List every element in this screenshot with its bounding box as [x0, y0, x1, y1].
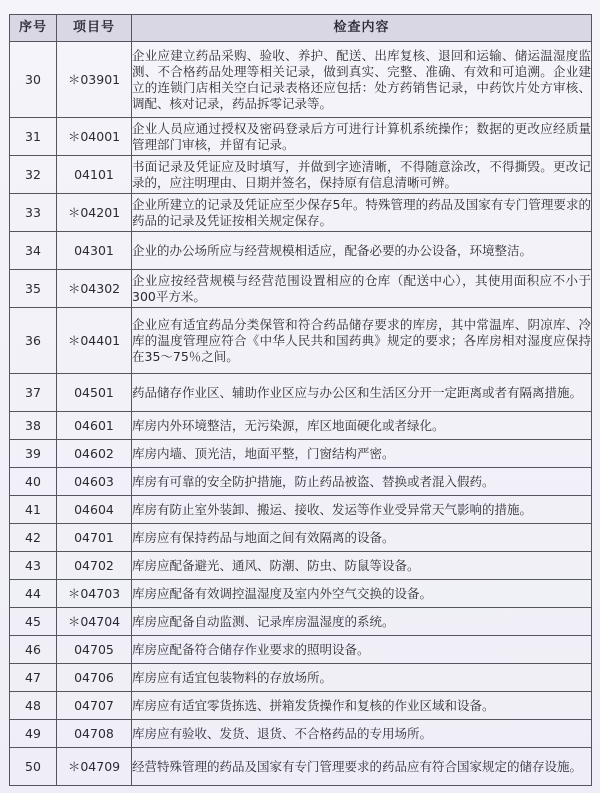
row-serial-number: 38: [10, 412, 57, 440]
row-inspection-content: 库房应配备有效调控温湿度及室内外空气交换的设备。: [132, 580, 592, 608]
row-item-code: 04601: [57, 412, 132, 440]
row-item-code: 04301: [57, 232, 132, 270]
table-header-row: [10, 15, 592, 42]
table-row: [10, 552, 592, 580]
row-item-code: ＊04709: [57, 748, 132, 786]
row-serial-number: 45: [10, 608, 57, 636]
row-serial-number: 30: [10, 42, 57, 118]
row-serial-number: 49: [10, 720, 57, 748]
table-row: [10, 194, 592, 232]
row-item-code: 04602: [57, 440, 132, 468]
inspection-table: [9, 14, 592, 786]
table-row: [10, 232, 592, 270]
row-serial-number: 36: [10, 308, 57, 374]
row-item-code: 04604: [57, 496, 132, 524]
row-serial-number: 43: [10, 552, 57, 580]
row-inspection-content: 库房应配备自动监测、记录库房温湿度的系统。: [132, 608, 592, 636]
row-serial-number: 44: [10, 580, 57, 608]
table-row: [10, 692, 592, 720]
row-inspection-content: 库房应有适宜包装物料的存放场所。: [132, 664, 592, 692]
row-item-code: ＊04703: [57, 580, 132, 608]
table-row: [10, 524, 592, 552]
table-row: [10, 748, 592, 786]
header-serial-number: 序号: [10, 15, 57, 42]
row-serial-number: 32: [10, 156, 57, 194]
table-row: [10, 496, 592, 524]
table-row: [10, 42, 592, 118]
row-inspection-content: 库房应有保持药品与地面之间有效隔离的设备。: [132, 524, 592, 552]
table-row: [10, 580, 592, 608]
table-row: [10, 118, 592, 156]
row-inspection-content: 企业人员应通过授权及密码登录后方可进行计算机系统操作；数据的更改应经质量管理部门审核，并留有记录。: [132, 118, 592, 156]
row-serial-number: 47: [10, 664, 57, 692]
row-inspection-content: 库房有防止室外装卸、搬运、接收、发运等作业受异常天气影响的措施。: [132, 496, 592, 524]
row-inspection-content: 库房有可靠的安全防护措施，防止药品被盗、替换或者混入假药。: [132, 468, 592, 496]
row-inspection-content: 库房应有验收、发货、退货、不合格药品的专用场所。: [132, 720, 592, 748]
table-row: [10, 374, 592, 412]
row-inspection-content: 库房应配备避光、通风、防潮、防虫、防鼠等设备。: [132, 552, 592, 580]
row-serial-number: 34: [10, 232, 57, 270]
row-inspection-content: 企业的办公场所应与经营规模相适应，配备必要的办公设备，环境整洁。: [132, 232, 592, 270]
row-serial-number: 33: [10, 194, 57, 232]
row-serial-number: 35: [10, 270, 57, 308]
row-inspection-content: 书面记录及凭证应及时填写，并做到字迹清晰，不得随意涂改，不得撕毁。更改记录的，应注明理由、日期并签名，保持原有信息清晰可辨。: [132, 156, 592, 194]
row-item-code: 04501: [57, 374, 132, 412]
table-row: [10, 308, 592, 374]
row-item-code: 04708: [57, 720, 132, 748]
table-row: [10, 412, 592, 440]
row-serial-number: 41: [10, 496, 57, 524]
row-inspection-content: 库房内外环境整洁，无污染源，库区地面硬化或者绿化。: [132, 412, 592, 440]
row-item-code: 04702: [57, 552, 132, 580]
row-serial-number: 39: [10, 440, 57, 468]
row-item-code: 04701: [57, 524, 132, 552]
row-serial-number: 40: [10, 468, 57, 496]
row-inspection-content: 企业所建立的记录及凭证应至少保存5年。特殊管理的药品及国家有专门管理要求的药品的记录及凭证按相关规定保存。: [132, 194, 592, 232]
row-inspection-content: 经营特殊管理的药品及国家有专门管理要求的药品应有符合国家规定的储存设施。: [132, 748, 592, 786]
row-item-code: ＊04302: [57, 270, 132, 308]
row-serial-number: 48: [10, 692, 57, 720]
table-row: [10, 636, 592, 664]
table-row: [10, 664, 592, 692]
row-item-code: 04707: [57, 692, 132, 720]
row-item-code: ＊03901: [57, 42, 132, 118]
row-item-code: ＊04201: [57, 194, 132, 232]
row-inspection-content: 库房内墙、顶光洁，地面平整，门窗结构严密。: [132, 440, 592, 468]
row-inspection-content: 库房应配备符合储存作业要求的照明设备。: [132, 636, 592, 664]
row-inspection-content: 企业应有适宜药品分类保管和符合药品储存要求的库房，其中常温库、阴凉库、冷库的温度管理应符合《中华人民共和国药典》规定的要求；各库房相对湿度应保持在35～75％之间。: [132, 308, 592, 374]
header-item-code: 项目号: [57, 15, 132, 42]
row-item-code: 04706: [57, 664, 132, 692]
row-item-code: 04705: [57, 636, 132, 664]
header-inspection-content: 检查内容: [132, 15, 592, 42]
row-inspection-content: 企业应按经营规模与经营范围设置相应的仓库（配送中心），其使用面积应不小于300平方米。: [132, 270, 592, 308]
row-inspection-content: 企业应建立药品采购、验收、养护、配送、出库复核、退回和运输、储运温湿度监测、不合格药品处理等相关记录，做到真实、完整、准确、有效和可追溯。企业建立的连锁门店相关空白记录表格还应包括：处方药销售记录，中药饮片处方审核、调配、核对记录，药品拆零记录等。: [132, 42, 592, 118]
row-serial-number: 37: [10, 374, 57, 412]
table-row: [10, 468, 592, 496]
row-serial-number: 42: [10, 524, 57, 552]
row-item-code: ＊04401: [57, 308, 132, 374]
table-row: [10, 156, 592, 194]
row-item-code: ＊04001: [57, 118, 132, 156]
row-serial-number: 46: [10, 636, 57, 664]
table-row: [10, 440, 592, 468]
row-inspection-content: 库房应有适宜零货拣选、拼箱发货操作和复核的作业区域和设备。: [132, 692, 592, 720]
row-serial-number: 50: [10, 748, 57, 786]
table-row: [10, 270, 592, 308]
row-inspection-content: 药品储存作业区、辅助作业区应与办公区和生活区分开一定距离或者有隔离措施。: [132, 374, 592, 412]
row-item-code: 04603: [57, 468, 132, 496]
table-row: [10, 608, 592, 636]
row-item-code: ＊04704: [57, 608, 132, 636]
row-item-code: 04101: [57, 156, 132, 194]
row-serial-number: 31: [10, 118, 57, 156]
table-row: [10, 720, 592, 748]
